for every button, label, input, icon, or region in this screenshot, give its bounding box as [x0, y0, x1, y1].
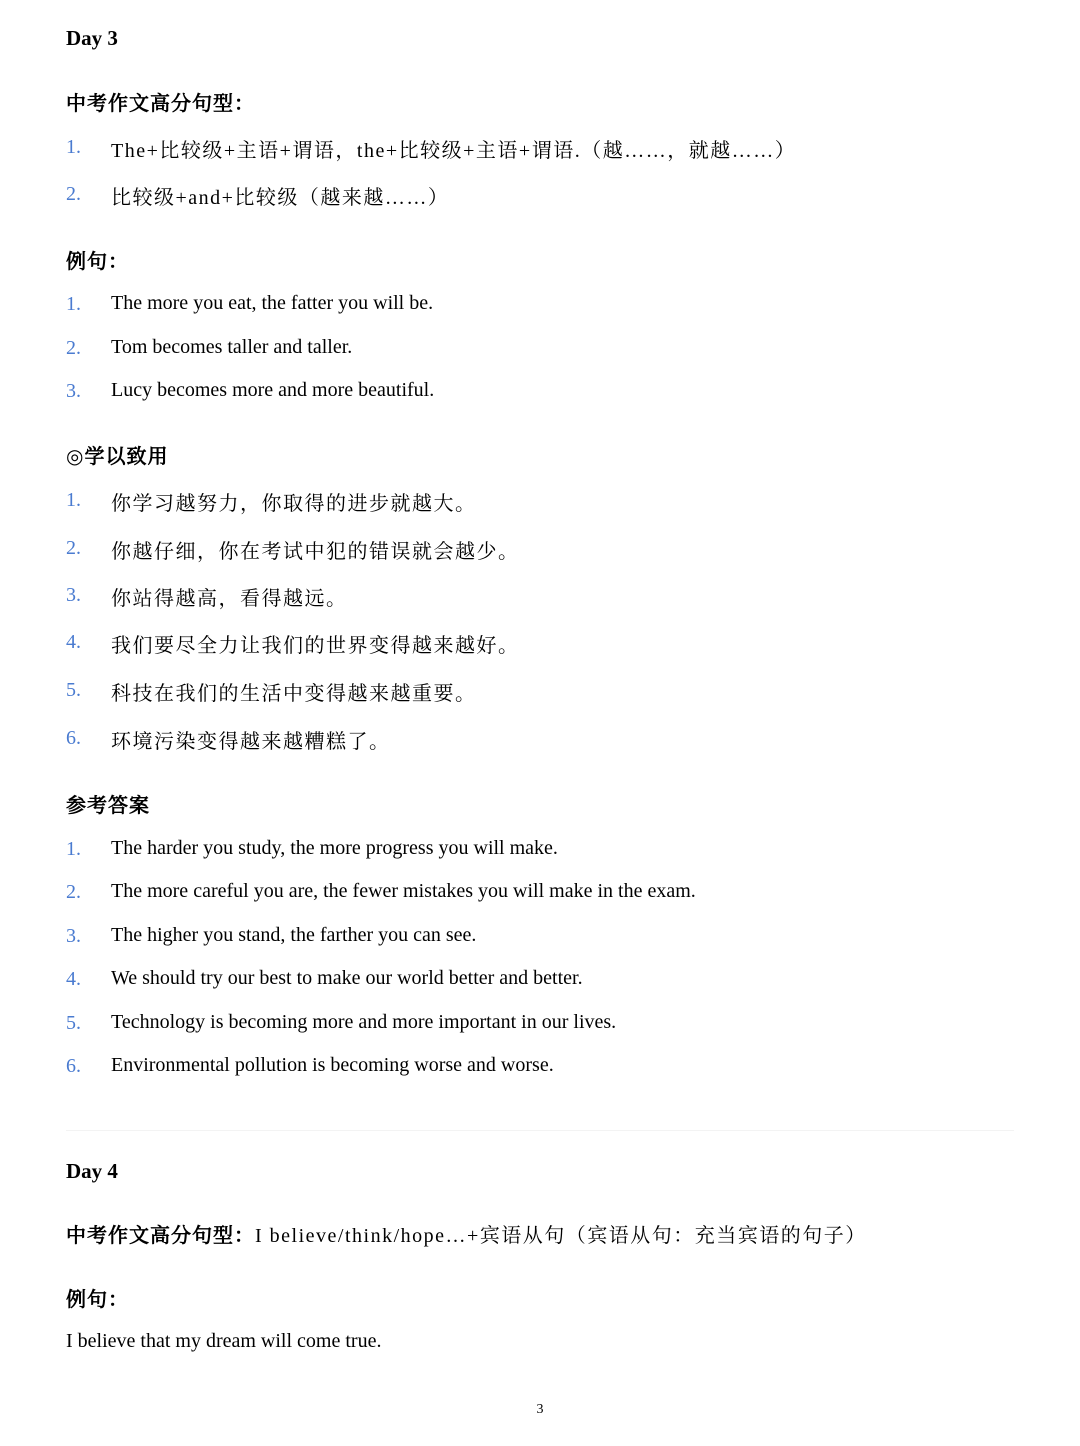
day3-answers-heading: 参考答案 [66, 795, 150, 817]
example-number: 2. [66, 337, 81, 359]
day3-title: Day 3 [66, 26, 118, 50]
pattern-number: 2. [66, 183, 81, 205]
answer-text: Environmental pollution is becoming worse and worse. [111, 1054, 554, 1076]
day3-patterns-heading: 中考作文高分句型： [66, 93, 255, 115]
practice-text: 你站得越高，看得越远。 [111, 588, 348, 610]
practice-number: 5. [66, 679, 81, 701]
answer-text: We should try our best to make our world better and better. [111, 967, 583, 989]
answer-text: The higher you stand, the farther you can see. [111, 924, 477, 946]
practice-number: 1. [66, 489, 81, 511]
answer-number: 5. [66, 1012, 81, 1034]
answer-number: 4. [66, 968, 81, 990]
page-number: 3 [536, 1402, 544, 1417]
pattern-number: 1. [66, 136, 81, 158]
practice-number: 4. [66, 631, 81, 653]
practice-text: 我们要尽全力让我们的世界变得越来越好。 [111, 635, 520, 657]
answer-number: 3. [66, 925, 81, 947]
day4-example-text: I believe that my dream will come true. [66, 1330, 382, 1352]
pattern-text: The+比较级+主语+谓语，the+比较级+主语+谓语.（越……，就越……） [111, 140, 797, 162]
day4-title: Day 4 [66, 1159, 118, 1183]
practice-text: 你学习越努力，你取得的进步就越大。 [111, 493, 477, 515]
practice-text: 环境污染变得越来越糟糕了。 [111, 731, 391, 753]
day4-pattern-label: 中考作文高分句型： [66, 1225, 255, 1247]
day3-examples-heading: 例句： [66, 251, 129, 273]
example-text: The more you eat, the fatter you will be. [111, 292, 434, 314]
practice-number: 3. [66, 584, 81, 606]
answer-number: 2. [66, 881, 81, 903]
example-number: 1. [66, 293, 81, 315]
practice-number: 2. [66, 537, 81, 559]
day3-practice-heading: ◎学以致用 [66, 446, 169, 468]
pattern-text: 比较级+and+比较级（越来越……） [111, 187, 450, 209]
answer-text: The more careful you are, the fewer mistakes you will make in the exam. [111, 880, 696, 902]
practice-text: 科技在我们的生活中变得越来越重要。 [111, 683, 477, 705]
answer-text: The harder you study, the more progress you will make. [111, 837, 558, 859]
example-number: 3. [66, 380, 81, 402]
answer-number: 6. [66, 1055, 81, 1077]
day4-pattern-line [66, 1219, 867, 1248]
section-divider [66, 1130, 1014, 1131]
day4-pattern-text: I believe/think/hope…+宾语从句（宾语从句：充当宾语的句子） [255, 1225, 867, 1247]
example-text: Tom becomes taller and taller. [111, 336, 353, 358]
practice-number: 6. [66, 727, 81, 749]
practice-text: 你越仔细，你在考试中犯的错误就会越少。 [111, 541, 520, 563]
day4-examples-heading: 例句： [66, 1289, 129, 1311]
answer-text: Technology is becoming more and more important in our lives. [111, 1011, 617, 1033]
answer-number: 1. [66, 838, 81, 860]
example-text: Lucy becomes more and more beautiful. [111, 379, 435, 401]
